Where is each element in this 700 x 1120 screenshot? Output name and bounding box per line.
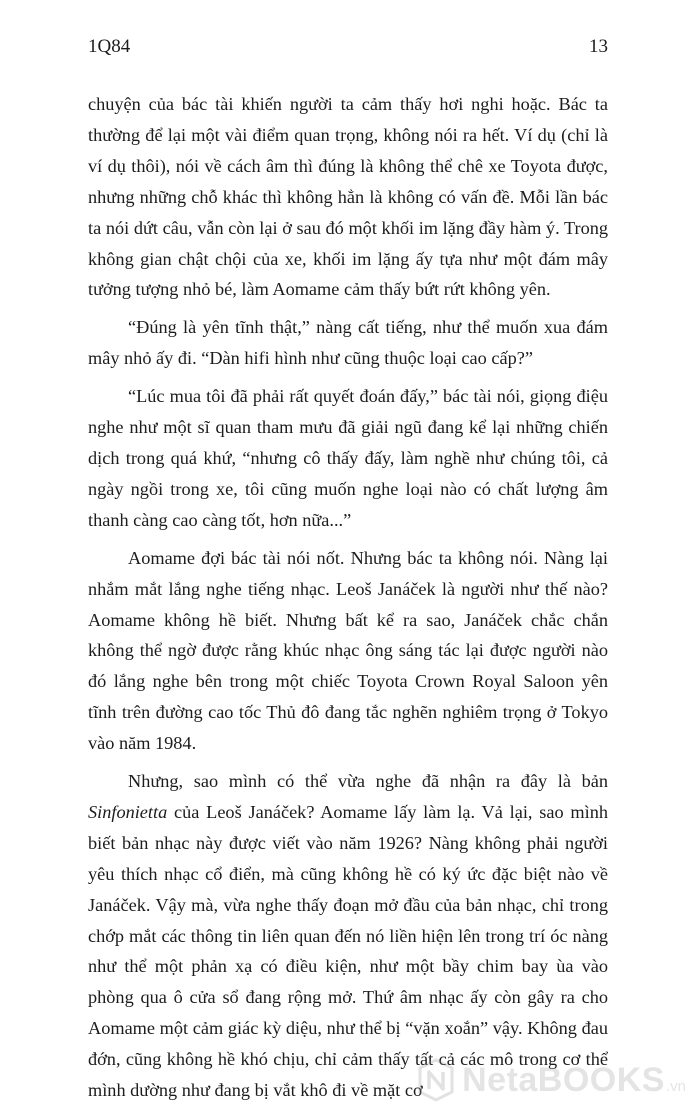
paragraph-1: chuyện của bác tài khiến người ta cảm thấy hơi nghi hoặc. Bác ta thường để lại một vài điểm quan trọng, không nói ra hết. Ví dụ (chỉ là ví dụ thôi), nói về cách âm thì đúng là không thể chê xe Toyota được, nhưng những chỗ khác thì không hẳn là không có vấn đề. Mỗi lần bác ta nói dứt câu, vẫn còn lại ở sau đó một khối im lặng đầy hàm ý. Trong không gian chật chội của xe, khối im lặng ấy tựa như một đám mây tưởng tượng nhỏ bé, làm Aomame cảm thấy bứt rứt không yên. [88, 94, 608, 300]
watermark-suffix: .vn [665, 1078, 686, 1095]
netabooks-logo-icon [414, 1058, 458, 1102]
paragraph-3: “Lúc mua tôi đã phải rất quyết đoán đấy,” bác tài nói, giọng điệu nghe như một sĩ quan tham mưu đã giải ngũ đang kể lại những chiến dịch trong quá khứ, “nhưng cô thấy đấy, làm nghề như chúng tôi, cả ngày ngồi trong xe, tôi cũng muốn nghe loại nào có chất lượng âm thanh càng cao càng tốt, hơn nữa...” [88, 386, 608, 530]
page-number: 13 [589, 36, 608, 57]
paragraph-4: Aomame đợi bác tài nói nốt. Nhưng bác ta không nói. Nàng lại nhắm mắt lắng nghe tiếng nhạc. Leoš Janáček là người như thế nào? Aomame không hề biết. Nhưng bất kể ra sao, Janáček chắc chắn không thể ngờ được rằng khúc nhạc ông sáng tác lại được người nào đó lắng nghe bên trong một chiếc Toyota Crown Royal Saloon yên tĩnh trên đường cao tốc Thủ đô đang tắc nghẽn nghiêm trọng ở Tokyo vào năm 1984. [88, 547, 608, 754]
paragraph-5-lead: Nhưng, sao mình có thể vừa nghe đã nhận ra đây là bản [128, 771, 608, 792]
paragraph-5-rest: của Leoš Janáček? Aomame lấy làm lạ. Vả lại, sao mình biết bản nhạc này được viết vào năm 1926? Nàng không phải người yêu thích nhạc cổ điển, mà cũng không hề có ký ức đặc biệt nào về Janáček. Vậy mà, vừa nghe thấy đoạn mở đầu của bản nhạc, chỉ trong chớp mắt các thông tin liên quan đến nó liền hiện lên trong trí óc nàng như thể một phản xạ có điều kiện, như một bầy chim bay ùa vào phòng qua ô cửa sổ đang rộng mở. Thứ âm nhạc ấy còn gây ra cho Aomame một cảm giác kỳ diệu, như thể bị “vặn xoắn” vậy. Không đau đớn, cũng không hề khó chịu, chỉ cảm thấy tất cả các mô trong cơ thể mình dường như đang bị vắt khô đi về mặt cơ [88, 801, 608, 1101]
paragraph-5 [88, 766, 608, 1106]
watermark [414, 1058, 686, 1102]
watermark-brand: NetaBOOKS [462, 1060, 665, 1099]
running-head: 1Q84 [88, 36, 131, 57]
work-title-italic: Sinfonietta [88, 801, 168, 822]
body-text [88, 89, 608, 1106]
paragraph-2: “Đúng là yên tĩnh thật,” nàng cất tiếng, như thể muốn xua đám mây nhỏ ấy đi. “Dàn hifi hình như cũng thuộc loại cao cấp?” [88, 317, 608, 369]
page-header [88, 36, 608, 62]
